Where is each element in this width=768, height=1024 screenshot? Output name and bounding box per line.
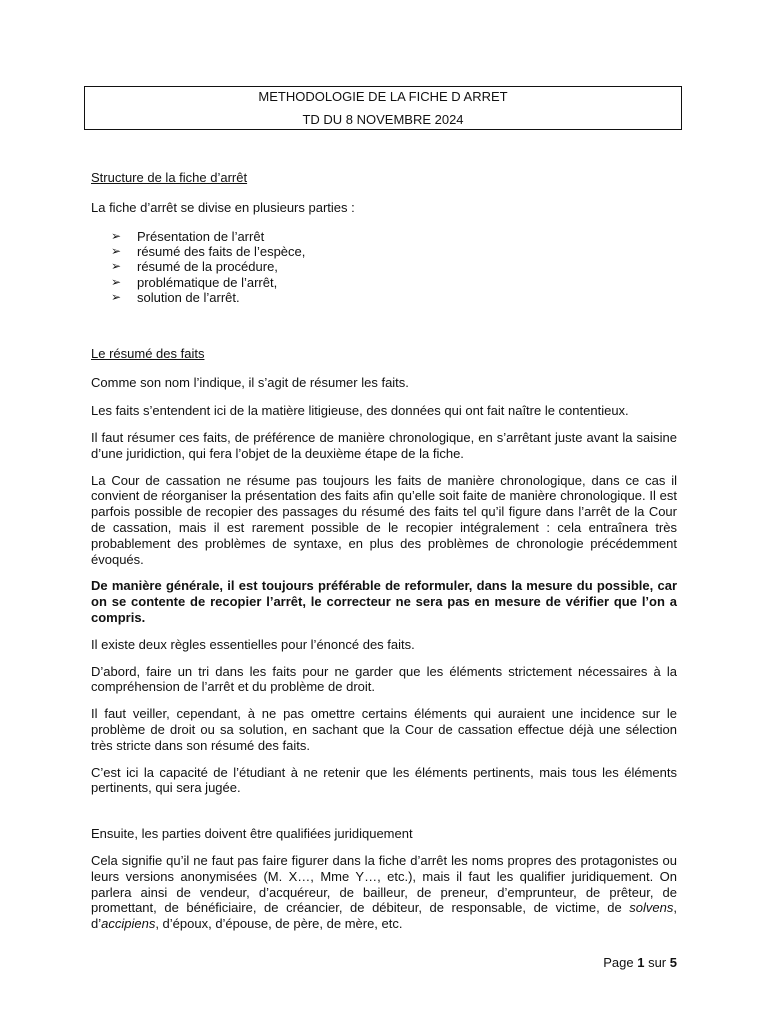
paragraph: Comme son nom l’indique, il s’agit de résumer les faits. bbox=[91, 375, 409, 391]
paragraph: La Cour de cassation ne résume pas toujours les faits de manière chronologique, dans ce cas il convient de réorganiser la présentation des faits afin qu’elle soit faite de manière chronologique. Il est parfois possible de recopier des passages du résumé des faits tel qu’il figure dans l’arrêt de la Cour de cassation, mais il est rarement possible de le recopier intégralement : cela entraînera très probablement des problèmes de syntaxe, en plus des problèmes de chronologie précédemment évoqués. bbox=[91, 472, 677, 567]
arrow-bullet-icon: ➢ bbox=[111, 290, 122, 305]
emphasis-paragraph: De manière générale, il est toujours préférable de reformuler, dans la mesure du possible, car on se contente de recopier l’arrêt, le correcteur ne sera pas en mesure de vérifier que l’on a compris. bbox=[91, 578, 677, 625]
list-item: ➢ problématique de l’arrêt, bbox=[111, 274, 278, 290]
arrow-bullet-icon: ➢ bbox=[111, 274, 122, 289]
arrow-bullet-icon: ➢ bbox=[111, 244, 122, 258]
paragraph: D’abord, faire un tri dans les faits pour ne garder que les éléments strictement nécessaires à la compréhension de l’arrêt et du problème de droit. bbox=[91, 663, 677, 695]
structure-intro: La fiche d’arrêt se divise en plusieurs parties : bbox=[91, 199, 355, 215]
arrow-bullet-icon: ➢ bbox=[111, 259, 122, 274]
paragraph: Il faut veiller, cependant, à ne pas omettre certains éléments qui auraient une incidence sur le problème de droit ou sa solution, en sachant que la Cour de cassation effectue déjà une sélection très stricte dans son résumé des faits. bbox=[91, 706, 677, 753]
paragraph: Ensuite, les parties doivent être qualifiées juridiquement bbox=[91, 826, 413, 842]
section-heading-faits: Le résumé des faits bbox=[91, 345, 205, 361]
list-item: ➢ résumé de la procédure, bbox=[111, 259, 278, 275]
paragraph: C’est ici la capacité de l’étudiant à ne retenir que les éléments pertinents, mais tous les éléments pertinents, qui sera jugée. bbox=[91, 764, 677, 796]
document-subtitle: TD DU 8 NOVEMBRE 2024 bbox=[302, 112, 464, 127]
section-heading-structure: Structure de la fiche d’arrêt bbox=[91, 170, 248, 185]
list-item: ➢ solution de l’arrêt. bbox=[111, 290, 240, 306]
page-footer: Page 1 sur 5 bbox=[603, 955, 677, 970]
paragraph: Cela signifie qu’il ne faut pas faire figurer dans la fiche d’arrêt les noms propres des protagonistes ou leurs versions anonymisées (M. X…, Mme Y…, etc.), mais il faut les qualifier juridiquement. On parlera ainsi de vendeur, d’acquéreur, de bailleur, de preneur, d’emprunteur, de prêteur, de promettant, de bénéficiaire, de créancier, de débiteur, de responsable, de victime, de solvens, d’accipiens, d’époux, d’épouse, de père, de mère, etc. bbox=[91, 852, 677, 932]
document-body bbox=[91, 170, 677, 932]
paragraph: Il faut résumer ces faits, de préférence de manière chronologique, en s’arrêtant juste avant la saisine d’une juridiction, qui fera l’objet de la deuxième étape de la fiche. bbox=[91, 430, 677, 461]
page-number: 1 bbox=[637, 955, 645, 970]
title-box bbox=[84, 86, 682, 130]
parts-list bbox=[91, 229, 677, 306]
paragraph: Il existe deux règles essentielles pour l’énoncé des faits. bbox=[91, 636, 415, 652]
list-item: ➢ résumé des faits de l’espèce, bbox=[111, 244, 306, 259]
arrow-bullet-icon: ➢ bbox=[111, 228, 122, 243]
page-total: 5 bbox=[669, 955, 677, 970]
document-title: METHODOLOGIE DE LA FICHE D ARRET bbox=[258, 89, 508, 104]
paragraph: Les faits s’entendent ici de la matière litigieuse, des données qui ont fait naître le contentieux. bbox=[91, 403, 629, 419]
list-item: ➢ Présentation de l’arrêt bbox=[111, 228, 265, 244]
